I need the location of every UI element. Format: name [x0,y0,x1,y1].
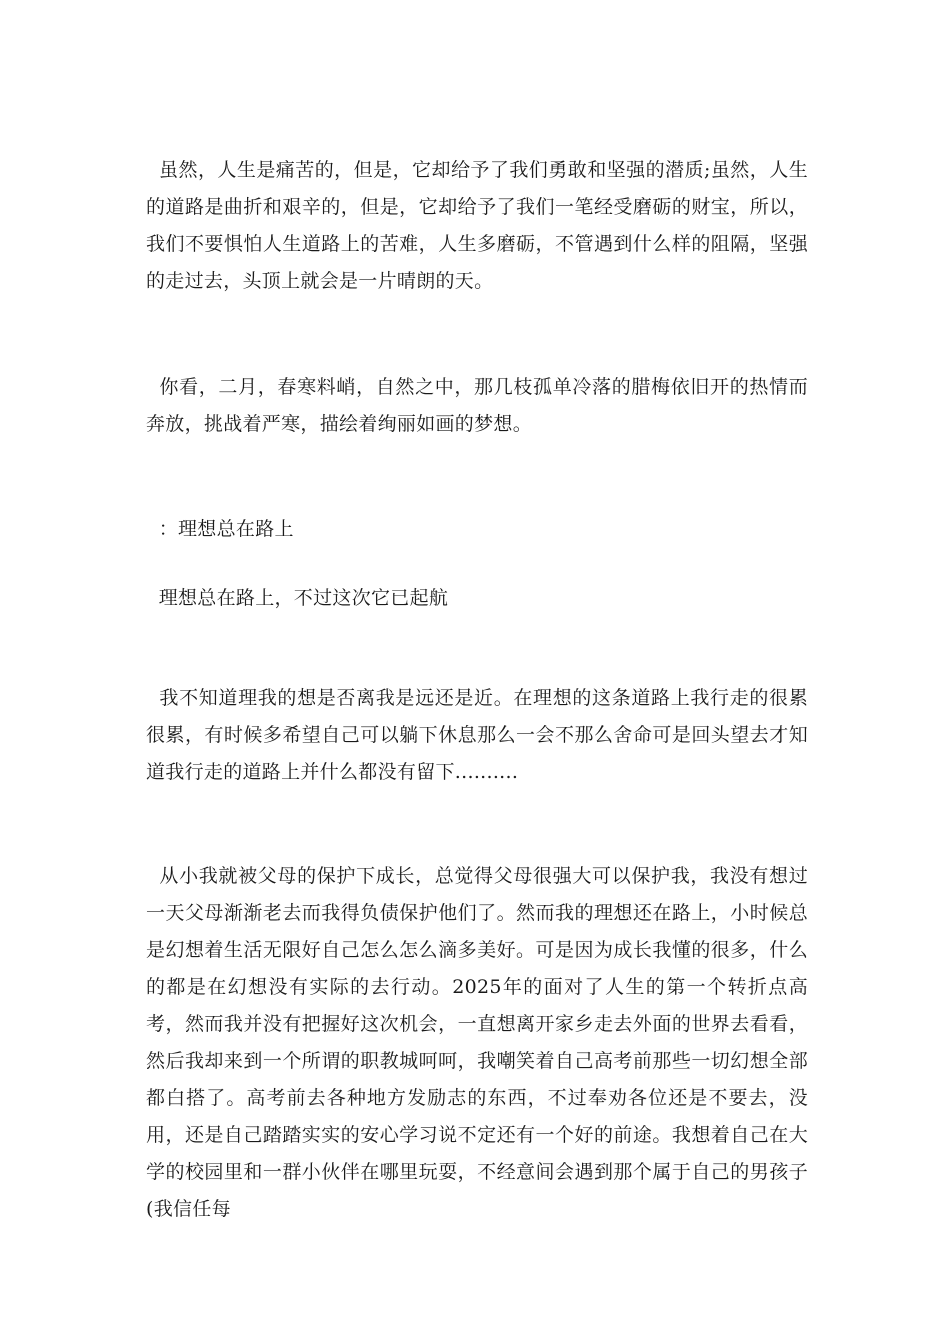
paragraph-hardship: 虽然，人生是痛苦的，但是，它却给予了我们勇敢和坚强的潜质;虽然，人生的道路是曲折和艰辛的，但是，它却给予了我们一笔经受磨砺的财宝，所以，我们不要惧怕人生道路上的苦难，人生多磨砺，不管遇到什么样的阻隔，坚强的走过去，头顶上就会是一片晴朗的天。 [146,159,808,292]
paragraph-growing-up: 从小我就被父母的保护下成长，总觉得父母很强大可以保护我，我没有想过一天父母渐渐老去而我得负债保护他们了。然而我的理想还在路上，小时候总是幻想着生活无限好自己怎么怎么滴多美好。可是因为成长我懂的很多，什么的都是在幻想没有实际的去行动。2025年的面对了人生的第一个转折点高考，然而我并没有把握好这次机会，一直想离开家乡走去外面的世界去看看，然后我却来到一个所谓的职教城呵呵，我嘲笑着自己高考前那些一切幻想全部都白搭了。高考前去各种地方发励志的东西，不过奉劝各位还是不要去，没用，还是自己踏踏实实的安心学习说不定还有一个好的前途。我想着自己在大学的校园里和一群小伙伴在哪里玩耍，不经意间会遇到那个属于自己的男孩子(我信任每 [146,865,808,1220]
paragraph-plum-blossom: 你看，二月，春寒料峭，自然之中，那几枝孤单冷落的腊梅依旧开的热情而奔放，挑战着严寒，描绘着绚丽如画的梦想。 [146,376,808,435]
section-subtitle: 理想总在路上，不过这次它已起航 [146,587,449,609]
paragraph-ideal-road: 我不知道理我的想是否离我是远还是近。在理想的这条道路上我行走的很累很累，有时候多希望自己可以躺下休息那么一会不那么舍命可是回头望去才知道我行走的道路上并什么都没有留下.......... [146,687,808,783]
section-heading: ：理想总在路上 [146,518,294,540]
